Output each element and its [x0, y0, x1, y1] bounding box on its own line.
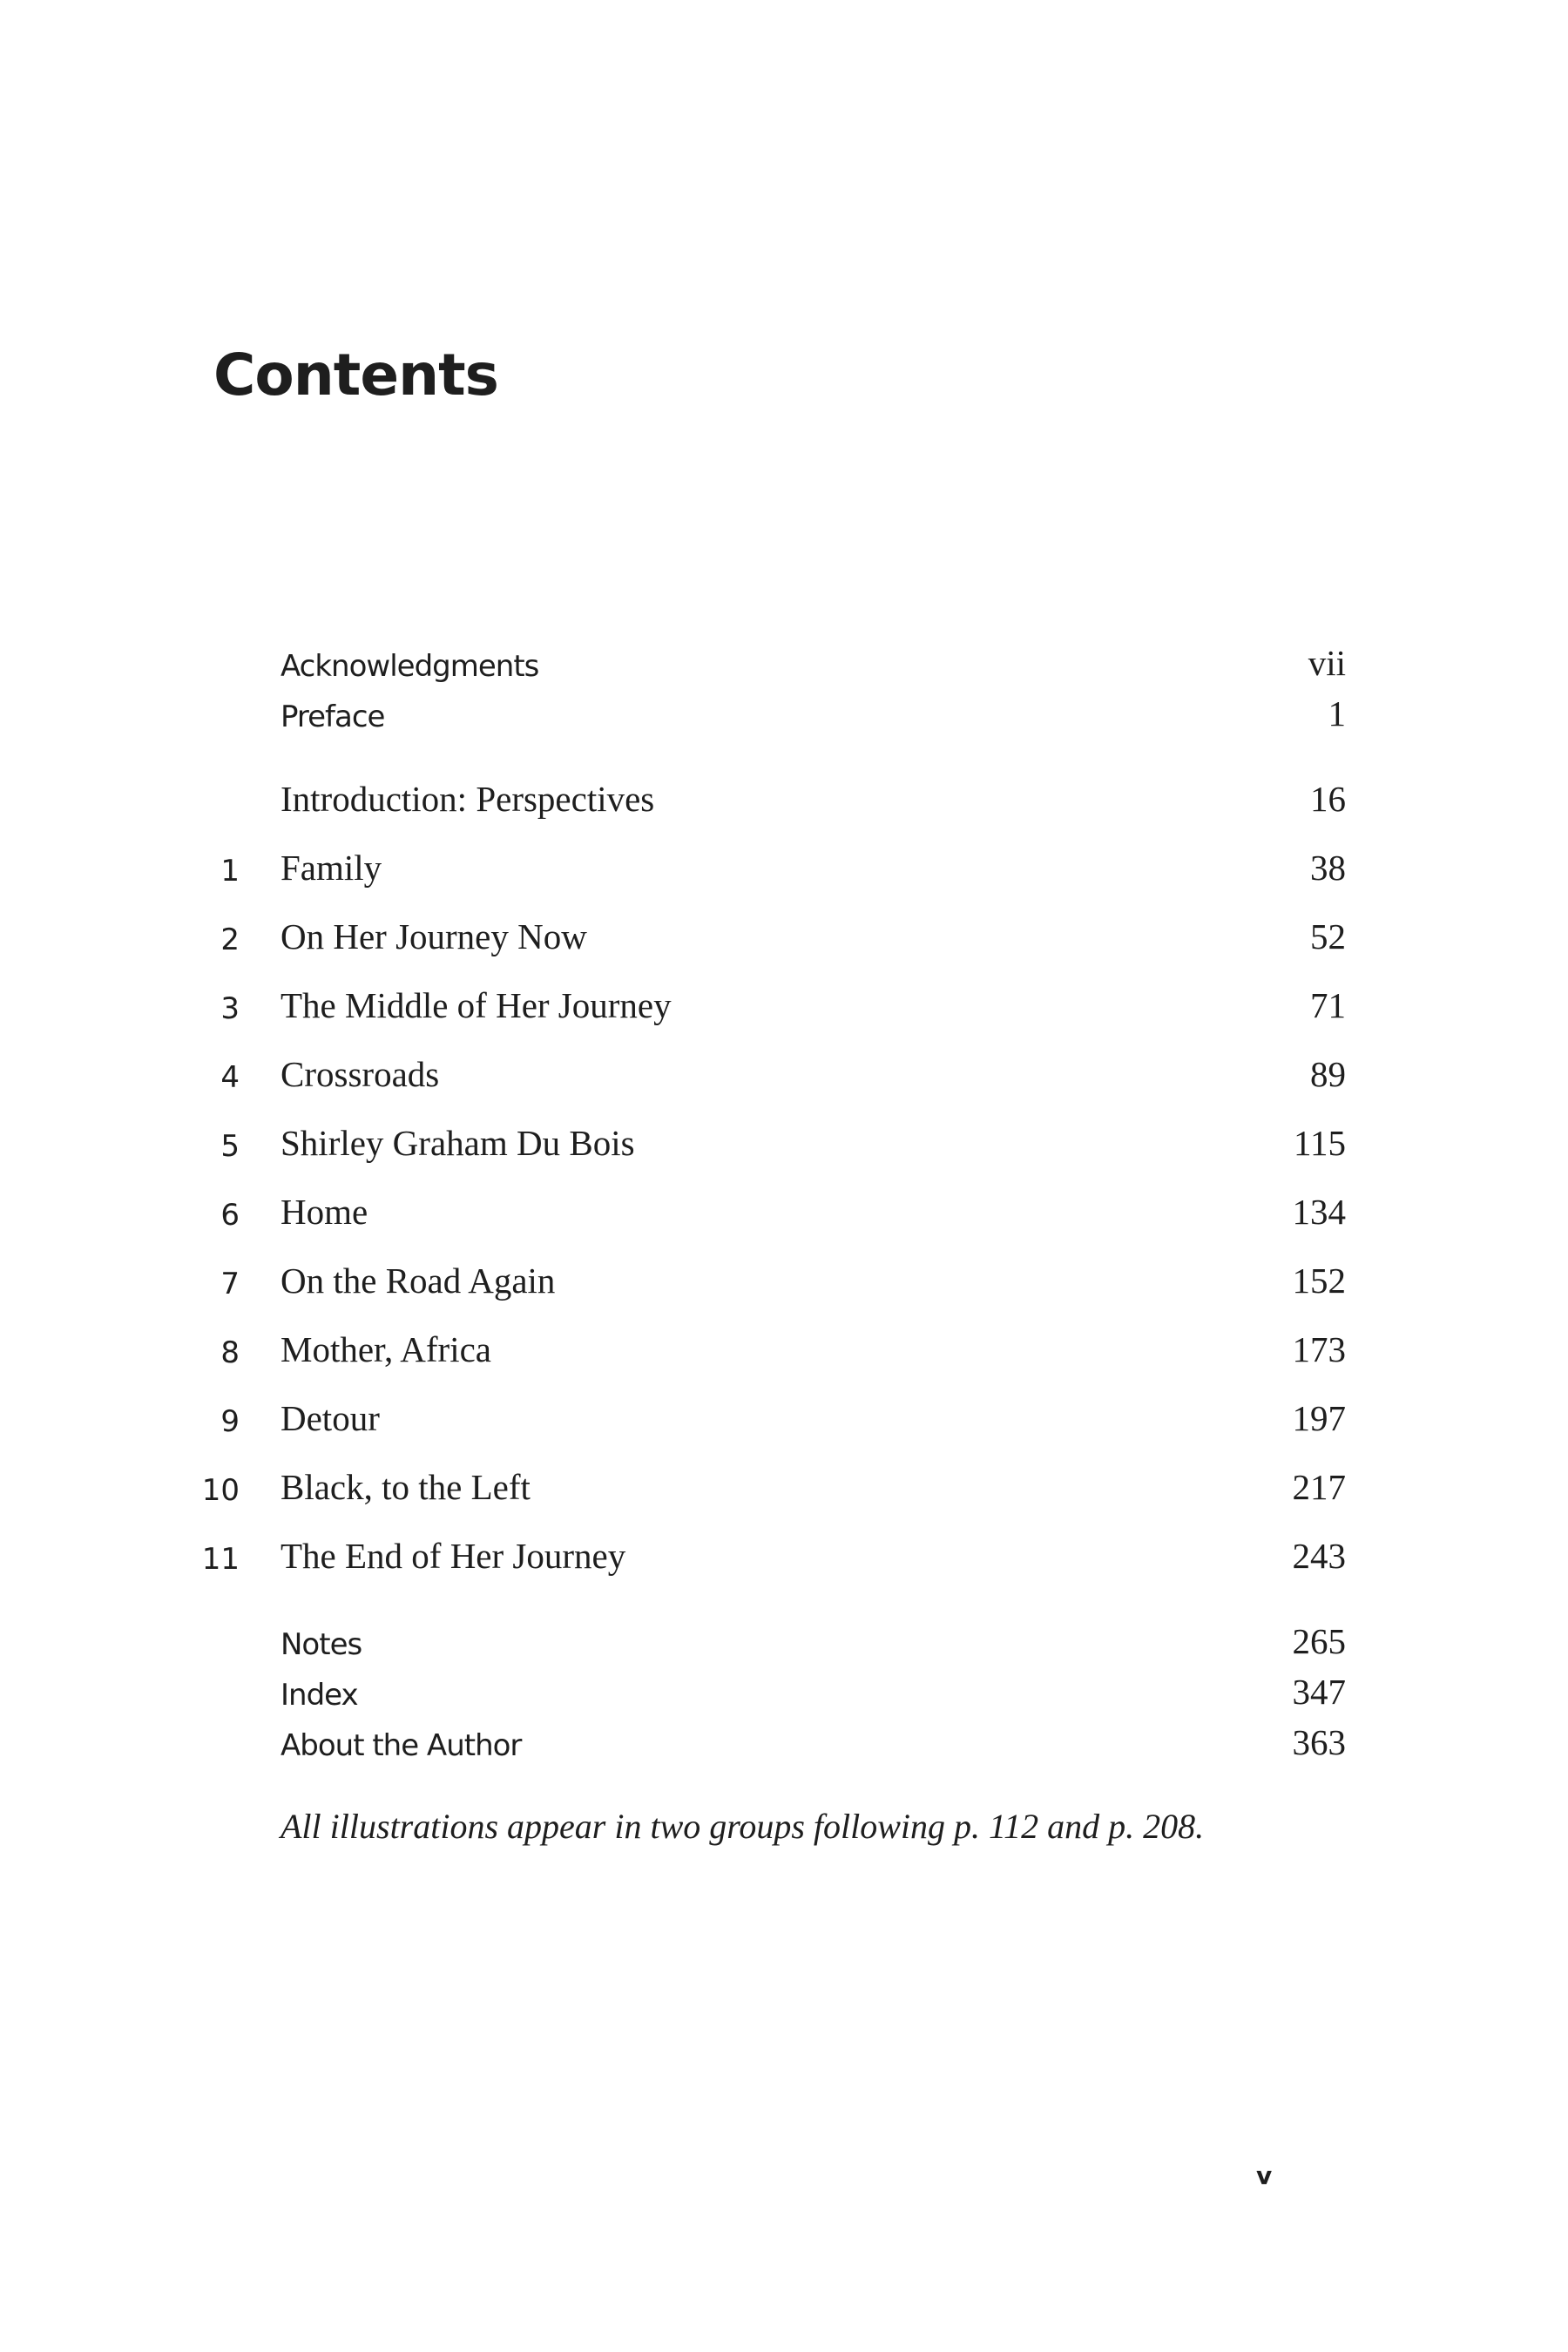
toc-entry-title: Shirley Graham Du Bois [280, 1123, 635, 1163]
toc-entry-title: Mother, Africa [280, 1329, 491, 1369]
chapter-number: 10 [201, 1473, 240, 1508]
toc-entry-page: 16 [1310, 779, 1346, 819]
toc-entry-title: Introduction: Perspectives [280, 779, 655, 819]
toc-entry-preface[interactable] [0, 679, 1568, 732]
toc-entry-title: On Her Journey Now [280, 916, 587, 956]
chapter-number: 7 [220, 1267, 240, 1301]
toc-entry-about-the-author[interactable] [0, 1708, 1568, 1761]
toc-entry-title: Preface [280, 700, 385, 734]
toc-entry-chapter-4[interactable] [0, 1040, 1568, 1095]
toc-entry-page: 71 [1310, 985, 1346, 1025]
chapter-number: 6 [220, 1198, 240, 1233]
toc-entry-notes[interactable] [0, 1607, 1568, 1662]
page-title: Contents [213, 341, 498, 409]
toc-entry-page: 243 [1292, 1536, 1346, 1576]
toc-entry-chapter-2[interactable] [0, 902, 1568, 955]
toc-entry-page: 134 [1292, 1192, 1346, 1232]
toc-entry-page: 217 [1292, 1467, 1346, 1507]
toc-entry-title: Home [280, 1192, 368, 1232]
chapter-number: 8 [220, 1335, 240, 1370]
toc-entry-chapter-10[interactable] [0, 1453, 1568, 1508]
toc-entry-page: 89 [1310, 1054, 1346, 1094]
toc-entry-title: Black, to the Left [280, 1467, 531, 1507]
toc-entry-title: The End of Her Journey [280, 1536, 626, 1576]
chapter-number: 5 [220, 1129, 240, 1164]
toc-entry-chapter-11[interactable] [0, 1522, 1568, 1577]
toc-entry-title: Notes [280, 1627, 362, 1662]
chapter-number: 2 [220, 923, 240, 957]
illustrations-note: All illustrations appear in two groups following p. 112 and p. 208. [280, 1807, 1205, 1846]
toc-entry-page: 265 [1292, 1621, 1346, 1661]
toc-entry-chapter-1[interactable] [0, 834, 1568, 889]
toc-entry-chapter-6[interactable] [0, 1178, 1568, 1233]
chapter-number: 4 [220, 1060, 240, 1095]
toc-entry-title: The Middle of Her Journey [280, 985, 672, 1025]
chapter-number: 1 [220, 854, 240, 889]
toc-entry-page: 115 [1294, 1123, 1346, 1163]
toc-entry-page: 363 [1292, 1722, 1346, 1762]
toc-entry-index[interactable] [0, 1658, 1568, 1713]
toc-entry-chapter-7[interactable] [0, 1247, 1568, 1299]
chapter-number: 11 [201, 1542, 240, 1577]
toc-entry-title: On the Road Again [280, 1260, 556, 1301]
toc-entry-page: vii [1308, 643, 1346, 683]
toc-entry-chapter-8[interactable] [0, 1315, 1568, 1368]
toc-entry-chapter-5[interactable] [0, 1109, 1568, 1164]
toc-entry-introduction[interactable] [0, 765, 1568, 817]
page-folio: v [1256, 2161, 1273, 2190]
toc-entry-page: 173 [1292, 1329, 1346, 1369]
toc-entry-page: 347 [1292, 1672, 1346, 1712]
toc-entry-page: 152 [1292, 1260, 1346, 1301]
toc-entry-page: 52 [1310, 916, 1346, 956]
toc-entry-page: 38 [1310, 848, 1346, 888]
toc-entry-title: Index [280, 1678, 358, 1713]
chapter-number: 9 [220, 1404, 240, 1439]
toc-entry-title: About the Author [280, 1728, 522, 1763]
toc-entry-chapter-9[interactable] [0, 1384, 1568, 1439]
toc-entry-title: Detour [280, 1398, 380, 1438]
toc-entry-acknowledgments[interactable] [0, 629, 1568, 684]
chapter-number: 3 [220, 991, 240, 1026]
toc-entry-page: 197 [1292, 1398, 1346, 1438]
toc-entry-title: Acknowledgments [280, 649, 539, 684]
toc-entry-title: Family [280, 848, 382, 888]
toc-entry-title: Crossroads [280, 1054, 440, 1094]
toc-entry-page: 1 [1328, 693, 1346, 733]
toc-entry-chapter-3[interactable] [0, 971, 1568, 1024]
